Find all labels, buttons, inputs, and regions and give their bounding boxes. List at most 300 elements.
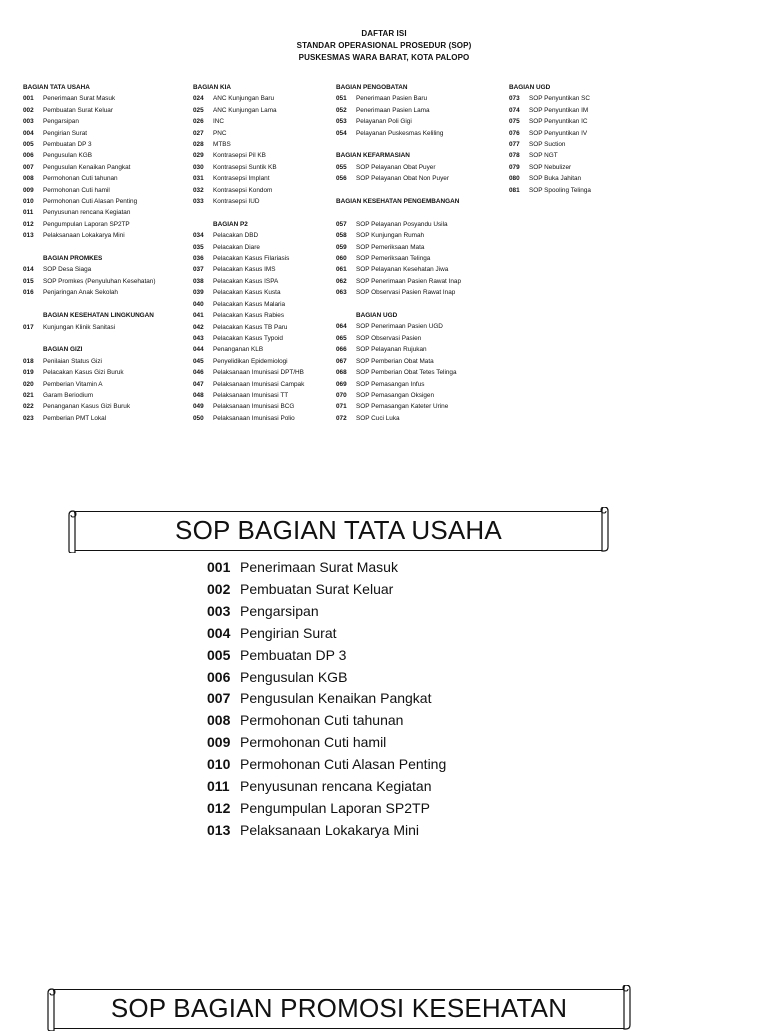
item-title: SOP Penerimaan Pasien Rawat Inap bbox=[356, 277, 462, 285]
item-title: SOP Penerimaan Pasien UGD bbox=[356, 323, 443, 331]
list-item bbox=[207, 601, 446, 623]
list-item bbox=[336, 264, 461, 275]
item-title: Kontrasepsi IUD bbox=[213, 198, 260, 206]
list-item bbox=[336, 105, 461, 116]
item-title: Pelaksanaan Imunisasi TT bbox=[213, 391, 289, 399]
header-subtitle: STANDAR OPERASIONAL PROSEDUR (SOP) bbox=[296, 41, 472, 50]
list-item bbox=[336, 413, 461, 424]
list-item bbox=[336, 162, 461, 173]
item-number: 043 bbox=[193, 334, 204, 342]
section-heading-pengembangan: BAGIAN KESEHATAN PENGEMBANGAN bbox=[336, 198, 460, 206]
item-title: Permohonan Cuti hamil bbox=[43, 186, 110, 194]
list-item bbox=[23, 196, 156, 207]
item-number: 060 bbox=[336, 255, 347, 263]
list-item bbox=[23, 162, 156, 173]
item-title: Kunjungan Klinik Sanitasi bbox=[43, 323, 116, 331]
item-number: 040 bbox=[193, 300, 204, 308]
item-title: Pelaksanaan Imunisasi Campak bbox=[213, 380, 305, 388]
list-item bbox=[207, 798, 446, 820]
list-item bbox=[193, 93, 304, 104]
item-title: INC bbox=[213, 118, 225, 126]
section-heading-p2: BAGIAN P2 bbox=[213, 220, 248, 228]
item-title: Permohonan Cuti tahunan bbox=[43, 175, 118, 183]
item-number: 013 bbox=[23, 232, 34, 240]
item-number: 064 bbox=[336, 323, 347, 331]
item-title: Penjaringan Anak Sekolah bbox=[43, 289, 118, 297]
item-title: Penerimaan Pasien Baru bbox=[356, 95, 428, 103]
item-number: 081 bbox=[509, 186, 520, 194]
item-title: Permohonan Cuti tahunan bbox=[240, 712, 404, 729]
item-number: 003 bbox=[207, 602, 231, 619]
item-title: PNC bbox=[213, 129, 227, 137]
item-title: Pelaksanaan Imunisasi DPT/HB bbox=[213, 369, 304, 377]
list-item bbox=[23, 185, 156, 196]
item-title: Pelacakan Kasus Gizi Buruk bbox=[43, 369, 124, 377]
list-item bbox=[509, 116, 591, 127]
item-number: 048 bbox=[193, 391, 204, 399]
item-title: SOP Pelayanan Kesehatan Jiwa bbox=[356, 266, 449, 274]
item-title: Pembuatan DP 3 bbox=[43, 141, 92, 149]
item-title: Pengumpulan Laporan SP2TP bbox=[43, 220, 130, 228]
item-number: 019 bbox=[23, 369, 34, 377]
list-item bbox=[509, 139, 591, 150]
item-number: 067 bbox=[336, 357, 347, 365]
item-number: 061 bbox=[336, 266, 347, 274]
item-number: 047 bbox=[193, 380, 204, 388]
item-title: SOP Desa Siaga bbox=[43, 266, 92, 274]
list-item bbox=[336, 219, 461, 230]
item-number: 058 bbox=[336, 232, 347, 240]
item-title: SOP Pemasangan Infus bbox=[356, 380, 425, 388]
item-number: 078 bbox=[509, 152, 520, 160]
item-title: Pemberian Vitamin A bbox=[43, 380, 103, 388]
item-number: 026 bbox=[193, 118, 204, 126]
item-title: Pelacakan Kasus Typoid bbox=[213, 334, 283, 342]
section-heading-kefarmasian: BAGIAN KEFARMASIAN bbox=[336, 152, 410, 160]
item-title: Permohonan Cuti Alasan Penting bbox=[43, 198, 138, 206]
item-title: Pelaksanaan Lokakarya Mini bbox=[240, 821, 419, 838]
item-number: 031 bbox=[193, 175, 204, 183]
item-title: SOP Spooling Telinga bbox=[529, 186, 591, 194]
item-title: Penerimaan Surat Masuk bbox=[43, 95, 116, 103]
item-title: Pelacakan Kasus ISPA bbox=[213, 277, 279, 285]
item-number: 071 bbox=[336, 403, 347, 411]
item-title: SOP Pelayanan Obat Puyer bbox=[356, 163, 436, 171]
list-item bbox=[207, 776, 446, 798]
item-title: Pelaksanaan Imunisasi Polio bbox=[213, 414, 295, 422]
document-header bbox=[0, 28, 768, 64]
item-number: 002 bbox=[23, 106, 34, 114]
item-title: Pelayanan Poli Gigi bbox=[356, 118, 412, 126]
item-number: 079 bbox=[509, 163, 520, 171]
item-title: MTBS bbox=[213, 141, 231, 149]
item-number: 069 bbox=[336, 380, 347, 388]
section-heading-ugd-2: BAGIAN UGD bbox=[509, 84, 551, 91]
item-title: SOP Kunjungan Rumah bbox=[356, 232, 425, 240]
list-item bbox=[23, 128, 156, 139]
list-item bbox=[207, 645, 446, 667]
list-item bbox=[193, 344, 304, 355]
list-item bbox=[23, 287, 156, 298]
list-item bbox=[23, 379, 156, 390]
list-item bbox=[207, 579, 446, 601]
item-number: 010 bbox=[23, 198, 34, 206]
item-number: 024 bbox=[193, 95, 204, 103]
item-title: SOP Pelayanan Obat Non Puyer bbox=[356, 175, 449, 183]
list-item bbox=[23, 230, 156, 241]
section-heading-promkes: BAGIAN PROMKES bbox=[43, 255, 103, 263]
list-item bbox=[193, 322, 304, 333]
item-number: 012 bbox=[23, 220, 34, 228]
item-number: 038 bbox=[193, 277, 204, 285]
item-number: 056 bbox=[336, 175, 347, 183]
list-item bbox=[336, 333, 461, 344]
list-item bbox=[193, 287, 304, 298]
item-number: 050 bbox=[193, 414, 204, 422]
list-item bbox=[193, 333, 304, 344]
list-item bbox=[23, 367, 156, 378]
item-title: SOP NGT bbox=[529, 152, 558, 160]
list-item bbox=[336, 390, 461, 401]
item-number: 035 bbox=[193, 243, 204, 251]
item-title: Pengusulan Kenaikan Pangkat bbox=[240, 690, 432, 707]
section-heading-kia: BAGIAN KIA bbox=[193, 84, 231, 91]
header-title: DAFTAR ISI bbox=[361, 29, 407, 38]
list-item bbox=[336, 276, 461, 287]
item-title: Pembuatan DP 3 bbox=[240, 646, 347, 663]
item-number: 066 bbox=[336, 346, 347, 354]
list-item bbox=[193, 242, 304, 253]
item-number: 059 bbox=[336, 243, 347, 251]
item-number: 007 bbox=[207, 690, 231, 707]
list-item bbox=[509, 105, 591, 116]
list-item bbox=[336, 173, 461, 184]
list-item bbox=[207, 667, 446, 689]
item-title: Pelaksanaan Imunisasi BCG bbox=[213, 403, 295, 411]
item-number: 021 bbox=[23, 391, 34, 399]
list-item bbox=[23, 264, 156, 275]
section-heading-pengobatan: BAGIAN PENGOBATAN bbox=[336, 84, 408, 91]
list-item bbox=[23, 390, 156, 401]
list-item bbox=[193, 390, 304, 401]
item-title: Garam Beriodium bbox=[43, 391, 94, 399]
item-number: 073 bbox=[509, 95, 520, 103]
item-title: Pengirian Surat bbox=[43, 129, 88, 137]
item-title: SOP Pemeriksaan Telinga bbox=[356, 255, 431, 263]
item-number: 049 bbox=[193, 403, 204, 411]
item-title: SOP Penyuntikan IC bbox=[529, 118, 588, 126]
item-title: SOP Nebulizer bbox=[529, 163, 572, 171]
item-title: SOP Promkes (Penyuluhan Kesehatan) bbox=[43, 277, 156, 285]
list-item bbox=[23, 139, 156, 150]
item-title: SOP Pelayanan Rujukan bbox=[356, 346, 427, 354]
item-title: Pelacakan Kasus IMS bbox=[213, 266, 276, 274]
toc-column-4 bbox=[509, 82, 591, 196]
list-item bbox=[23, 322, 156, 333]
list-item bbox=[23, 173, 156, 184]
list-item bbox=[193, 150, 304, 161]
item-number: 074 bbox=[509, 106, 520, 114]
item-title: Permohonan Cuti Alasan Penting bbox=[240, 756, 447, 773]
item-title: Kontrasepsi Suntik KB bbox=[213, 163, 277, 171]
item-number: 046 bbox=[193, 369, 204, 377]
item-number: 003 bbox=[23, 118, 34, 126]
scroll-banner-tata-usaha bbox=[67, 508, 610, 550]
list-item bbox=[193, 185, 304, 196]
item-title: Pelacakan Kasus Kusta bbox=[213, 289, 281, 297]
item-number: 051 bbox=[336, 95, 347, 103]
item-number: 005 bbox=[23, 141, 34, 149]
item-title: SOP Penyuntikan SC bbox=[529, 95, 590, 103]
list-item bbox=[193, 356, 304, 367]
item-title: Pembuatan Surat Keluar bbox=[43, 106, 113, 114]
item-number: 037 bbox=[193, 266, 204, 274]
item-title: SOP Penyuntikan IV bbox=[529, 129, 588, 137]
list-item bbox=[193, 116, 304, 127]
list-item bbox=[336, 287, 461, 298]
item-title: ANC Kunjungan Lama bbox=[213, 106, 277, 114]
list-item bbox=[23, 356, 156, 367]
item-number: 045 bbox=[193, 357, 204, 365]
item-number: 029 bbox=[193, 152, 204, 160]
item-title: SOP Suction bbox=[529, 141, 566, 149]
list-item bbox=[23, 150, 156, 161]
item-number: 011 bbox=[207, 778, 230, 795]
item-title: Pengusulan KGB bbox=[43, 152, 93, 160]
item-title: SOP Observasi Pasien bbox=[356, 334, 422, 342]
item-title: Penerimaan Pasien Lama bbox=[356, 106, 430, 114]
list-item bbox=[193, 276, 304, 287]
item-number: 033 bbox=[193, 198, 204, 206]
item-number: 023 bbox=[23, 414, 34, 422]
item-title: Pengarsipan bbox=[240, 602, 319, 619]
item-number: 020 bbox=[23, 380, 34, 388]
list-item bbox=[207, 688, 446, 710]
item-number: 076 bbox=[509, 129, 520, 137]
item-number: 044 bbox=[193, 346, 204, 354]
item-number: 004 bbox=[23, 129, 34, 137]
item-title: Penyusunan rencana Kegiatan bbox=[43, 209, 131, 217]
item-title: Penilaian Status Gizi bbox=[43, 357, 102, 365]
item-title: Penyelidikan Epidemiologi bbox=[213, 357, 288, 365]
list-item bbox=[509, 128, 591, 139]
list-item bbox=[193, 367, 304, 378]
item-title: SOP Penyuntikan IM bbox=[529, 106, 589, 114]
list-item bbox=[23, 105, 156, 116]
list-item bbox=[193, 196, 304, 207]
item-number: 072 bbox=[336, 414, 347, 422]
list-item bbox=[193, 173, 304, 184]
item-title: Pelacakan Kasus TB Paru bbox=[213, 323, 288, 331]
item-title: SOP Pelayanan Posyandu Usila bbox=[356, 220, 448, 228]
item-number: 062 bbox=[336, 277, 347, 285]
list-item bbox=[193, 310, 304, 321]
list-item bbox=[23, 276, 156, 287]
item-title: Pelacakan Kasus Rabies bbox=[213, 312, 285, 320]
item-title: Pelaksanaan Lokakarya Mini bbox=[43, 232, 125, 240]
item-title: Penerimaan Surat Masuk bbox=[240, 559, 398, 575]
list-item bbox=[336, 321, 461, 332]
list-item bbox=[336, 344, 461, 355]
list-item bbox=[193, 379, 304, 390]
item-title: SOP Pemasangan Kateter Urine bbox=[356, 403, 449, 411]
item-number: 014 bbox=[23, 266, 34, 274]
item-title: Kontrasepsi Implant bbox=[213, 175, 270, 183]
list-item bbox=[336, 128, 461, 139]
item-number: 022 bbox=[23, 403, 34, 411]
item-number: 013 bbox=[207, 821, 231, 838]
list-item bbox=[23, 116, 156, 127]
item-title: Penyusunan rencana Kegiatan bbox=[240, 778, 432, 795]
list-item bbox=[207, 623, 446, 645]
item-title: Kontrasepsi Kondom bbox=[213, 186, 273, 194]
item-number: 039 bbox=[193, 289, 204, 297]
item-number: 018 bbox=[23, 357, 34, 365]
item-number: 080 bbox=[509, 175, 520, 183]
item-title: Pelacakan Diare bbox=[213, 243, 260, 251]
list-item bbox=[509, 173, 591, 184]
item-number: 012 bbox=[207, 799, 231, 816]
item-title: Pengusulan Kenaikan Pangkat bbox=[43, 163, 131, 171]
item-number: 011 bbox=[23, 209, 34, 217]
item-number: 055 bbox=[336, 163, 347, 171]
item-title: Kontrasepsi Pil KB bbox=[213, 152, 266, 160]
list-item bbox=[207, 820, 446, 842]
list-item bbox=[509, 185, 591, 196]
list-item bbox=[509, 150, 591, 161]
item-number: 053 bbox=[336, 118, 347, 126]
list-item bbox=[193, 128, 304, 139]
item-number: 010 bbox=[207, 756, 231, 773]
item-number: 075 bbox=[509, 118, 520, 126]
section-heading-ugd: BAGIAN UGD bbox=[356, 312, 398, 320]
item-title: SOP Buka Jahitan bbox=[529, 175, 582, 183]
list-item bbox=[336, 356, 461, 367]
list-item bbox=[193, 105, 304, 116]
item-title: Pelacakan DBD bbox=[213, 232, 259, 240]
item-title: Pengumpulan Laporan SP2TP bbox=[240, 799, 430, 816]
item-number: 065 bbox=[336, 334, 347, 342]
section-heading-tata-usaha: BAGIAN TATA USAHA bbox=[23, 84, 90, 91]
item-number: 016 bbox=[23, 289, 34, 297]
item-number: 002 bbox=[207, 580, 231, 597]
item-title: Permohonan Cuti hamil bbox=[240, 734, 387, 751]
item-number: 034 bbox=[193, 232, 204, 240]
item-title: SOP Pemberian Obat Tetes Telinga bbox=[356, 369, 457, 377]
list-item bbox=[336, 93, 461, 104]
item-number: 028 bbox=[193, 141, 204, 149]
item-number: 008 bbox=[207, 712, 231, 729]
item-number: 063 bbox=[336, 289, 347, 297]
list-item bbox=[23, 219, 156, 230]
item-number: 025 bbox=[193, 106, 204, 114]
item-title: Pengarsipan bbox=[43, 118, 79, 126]
list-item bbox=[207, 754, 446, 776]
list-item bbox=[336, 367, 461, 378]
scroll-banner-promosi bbox=[46, 986, 632, 1028]
item-title: Pelacakan Kasus Malaria bbox=[213, 300, 286, 308]
list-item bbox=[193, 162, 304, 173]
item-title: Pemberian PMT Lokal bbox=[43, 414, 107, 422]
list-item bbox=[336, 230, 461, 241]
item-number: 004 bbox=[207, 624, 231, 641]
item-title: Pengirian Surat bbox=[240, 624, 337, 641]
item-title: Pembuatan Surat Keluar bbox=[240, 580, 394, 597]
list-item bbox=[336, 116, 461, 127]
item-number: 042 bbox=[193, 323, 204, 331]
item-number: 017 bbox=[23, 323, 34, 331]
header-location: PUSKESMAS WARA BARAT, KOTA PALOPO bbox=[298, 53, 470, 62]
item-title: Pelacakan Kasus Filariasis bbox=[213, 255, 290, 263]
section-heading-gizi: BAGIAN GIZI bbox=[43, 346, 83, 354]
item-number: 006 bbox=[207, 668, 231, 685]
list-item bbox=[336, 379, 461, 390]
section-heading-kesling: BAGIAN KESEHATAN LINGKUNGAN bbox=[43, 312, 154, 320]
list-item bbox=[336, 242, 461, 253]
item-number: 008 bbox=[23, 175, 34, 183]
item-number: 027 bbox=[193, 129, 204, 137]
item-number: 032 bbox=[193, 186, 204, 194]
list-item bbox=[193, 139, 304, 150]
item-title: SOP Observasi Pasien Rawat Inap bbox=[356, 289, 456, 297]
toc-column-3 bbox=[336, 82, 461, 424]
item-number: 057 bbox=[336, 220, 347, 228]
banner-title: SOP BAGIAN TATA USAHA bbox=[175, 515, 502, 545]
item-number: 015 bbox=[23, 277, 34, 285]
item-title: Pengusulan KGB bbox=[240, 668, 348, 685]
list-item bbox=[207, 732, 446, 754]
list-item bbox=[509, 93, 591, 104]
list-item bbox=[23, 207, 156, 218]
item-title: SOP Pemasangan Oksigen bbox=[356, 391, 435, 399]
item-number: 009 bbox=[23, 186, 34, 194]
list-item bbox=[336, 401, 461, 412]
list-item bbox=[193, 230, 304, 241]
list-item bbox=[336, 253, 461, 264]
item-number: 041 bbox=[193, 312, 204, 320]
list-item bbox=[509, 162, 591, 173]
item-title: SOP Pemberian Obat Mata bbox=[356, 357, 434, 365]
item-number: 052 bbox=[336, 106, 347, 114]
item-number: 077 bbox=[509, 141, 520, 149]
list-item bbox=[23, 413, 156, 424]
item-number: 006 bbox=[23, 152, 34, 160]
item-title: Pelayanan Puskesmas Keliling bbox=[356, 129, 444, 137]
item-number: 009 bbox=[207, 734, 231, 751]
list-item bbox=[193, 299, 304, 310]
item-title: Penanganan Kasus Gizi Buruk bbox=[43, 403, 131, 411]
item-number: 068 bbox=[336, 369, 347, 377]
item-title: SOP Pemeriksaan Mata bbox=[356, 243, 425, 251]
list-item bbox=[207, 557, 446, 579]
item-number: 054 bbox=[336, 129, 347, 137]
list-item bbox=[193, 413, 304, 424]
toc-column-2 bbox=[193, 82, 304, 424]
item-number: 007 bbox=[23, 163, 34, 171]
list-item bbox=[193, 401, 304, 412]
item-number: 036 bbox=[193, 255, 204, 263]
toc-column-1 bbox=[23, 82, 156, 424]
tata-usaha-list bbox=[207, 557, 446, 842]
list-item bbox=[193, 264, 304, 275]
item-number: 001 bbox=[207, 559, 231, 575]
item-number: 030 bbox=[193, 163, 204, 171]
item-title: ANC Kunjungan Baru bbox=[213, 95, 275, 103]
item-title: Penanganan KLB bbox=[213, 346, 264, 354]
item-number: 070 bbox=[336, 391, 347, 399]
list-item bbox=[193, 253, 304, 264]
item-number: 001 bbox=[23, 95, 34, 103]
